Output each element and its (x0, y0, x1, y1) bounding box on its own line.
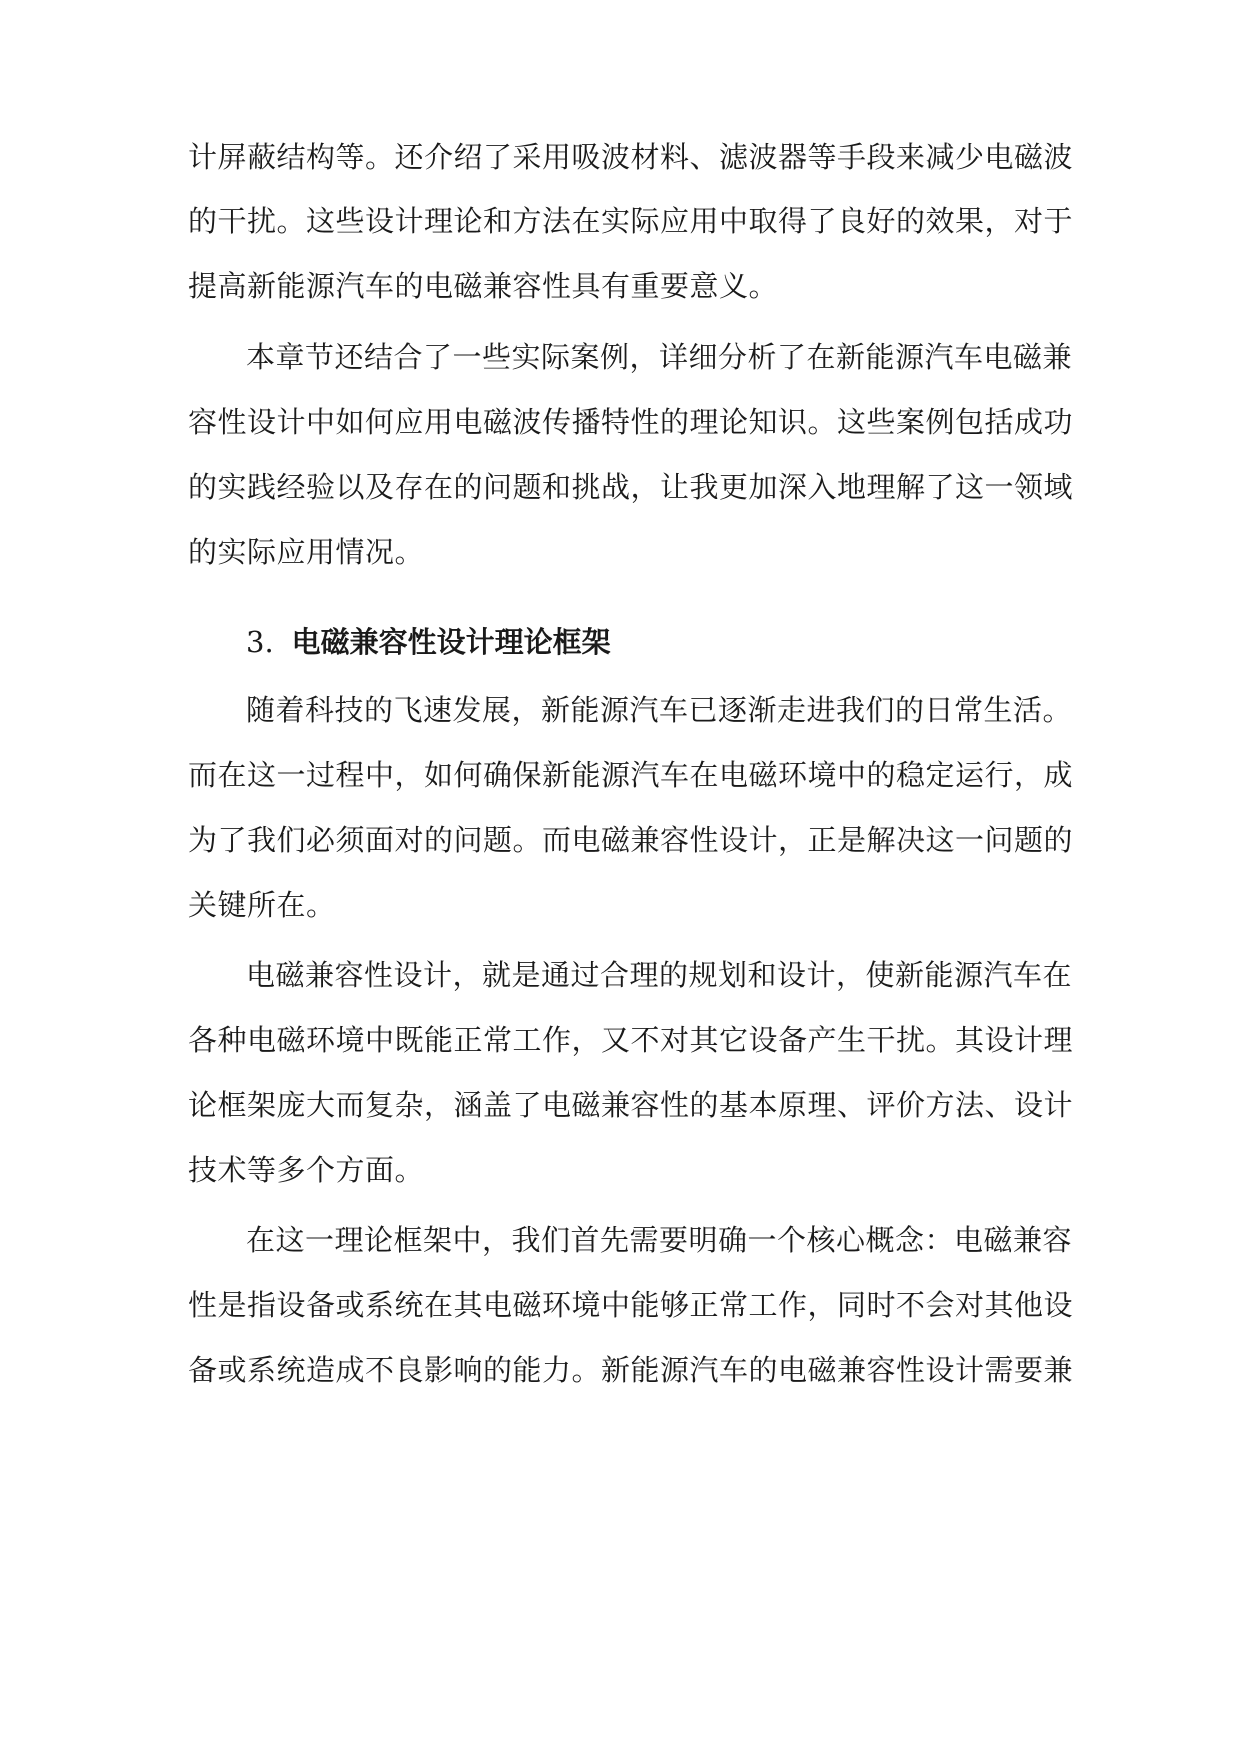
text-line: 论框架庞大而复杂，涵盖了电磁兼容性的基本原理、评价方法、设计 (188, 1088, 1074, 1122)
text-line: 备或系统造成不良影响的能力。新能源汽车的电磁兼容性设计需要兼 (188, 1353, 1074, 1387)
text-line: 随着科技的飞速发展，新能源汽车已逐渐走进我们的日常生活。 (246, 693, 1073, 727)
text-line: 提高新能源汽车的电磁兼容性具有重要意义。 (188, 269, 779, 303)
text-line: 为了我们必须面对的问题。而电磁兼容性设计，正是解决这一问题的 (188, 823, 1074, 857)
section-number: 3. (246, 625, 274, 659)
text-line: 电磁兼容性设计，就是通过合理的规划和设计，使新能源汽车在 (246, 958, 1073, 992)
text-line: 而在这一过程中，如何确保新能源汽车在电磁环境中的稳定运行，成 (188, 758, 1074, 792)
text-line: 各种电磁环境中既能正常工作，又不对其它设备产生干扰。其设计理 (188, 1023, 1074, 1057)
section-title: 电磁兼容性设计理论框架 (291, 625, 611, 659)
text-line: 技术等多个方面。 (188, 1153, 425, 1187)
section-heading (246, 622, 611, 662)
text-line: 的实际应用情况。 (188, 535, 425, 569)
text-line: 容性设计中如何应用电磁波传播特性的理论知识。这些案例包括成功 (188, 405, 1074, 439)
text-line: 本章节还结合了一些实际案例，详细分析了在新能源汽车电磁兼 (246, 340, 1073, 374)
text-line: 在这一理论框架中，我们首先需要明确一个核心概念：电磁兼容 (246, 1223, 1073, 1257)
text-line: 计屏蔽结构等。还介绍了采用吸波材料、滤波器等手段来减少电磁波 (188, 140, 1074, 174)
text-line: 的干扰。这些设计理论和方法在实际应用中取得了良好的效果，对于 (188, 204, 1074, 238)
text-line: 关键所在。 (188, 888, 336, 922)
text-line: 性是指设备或系统在其电磁环境中能够正常工作，同时不会对其他设 (188, 1288, 1074, 1322)
text-line: 的实践经验以及存在的问题和挑战，让我更加深入地理解了这一领域 (188, 470, 1074, 504)
